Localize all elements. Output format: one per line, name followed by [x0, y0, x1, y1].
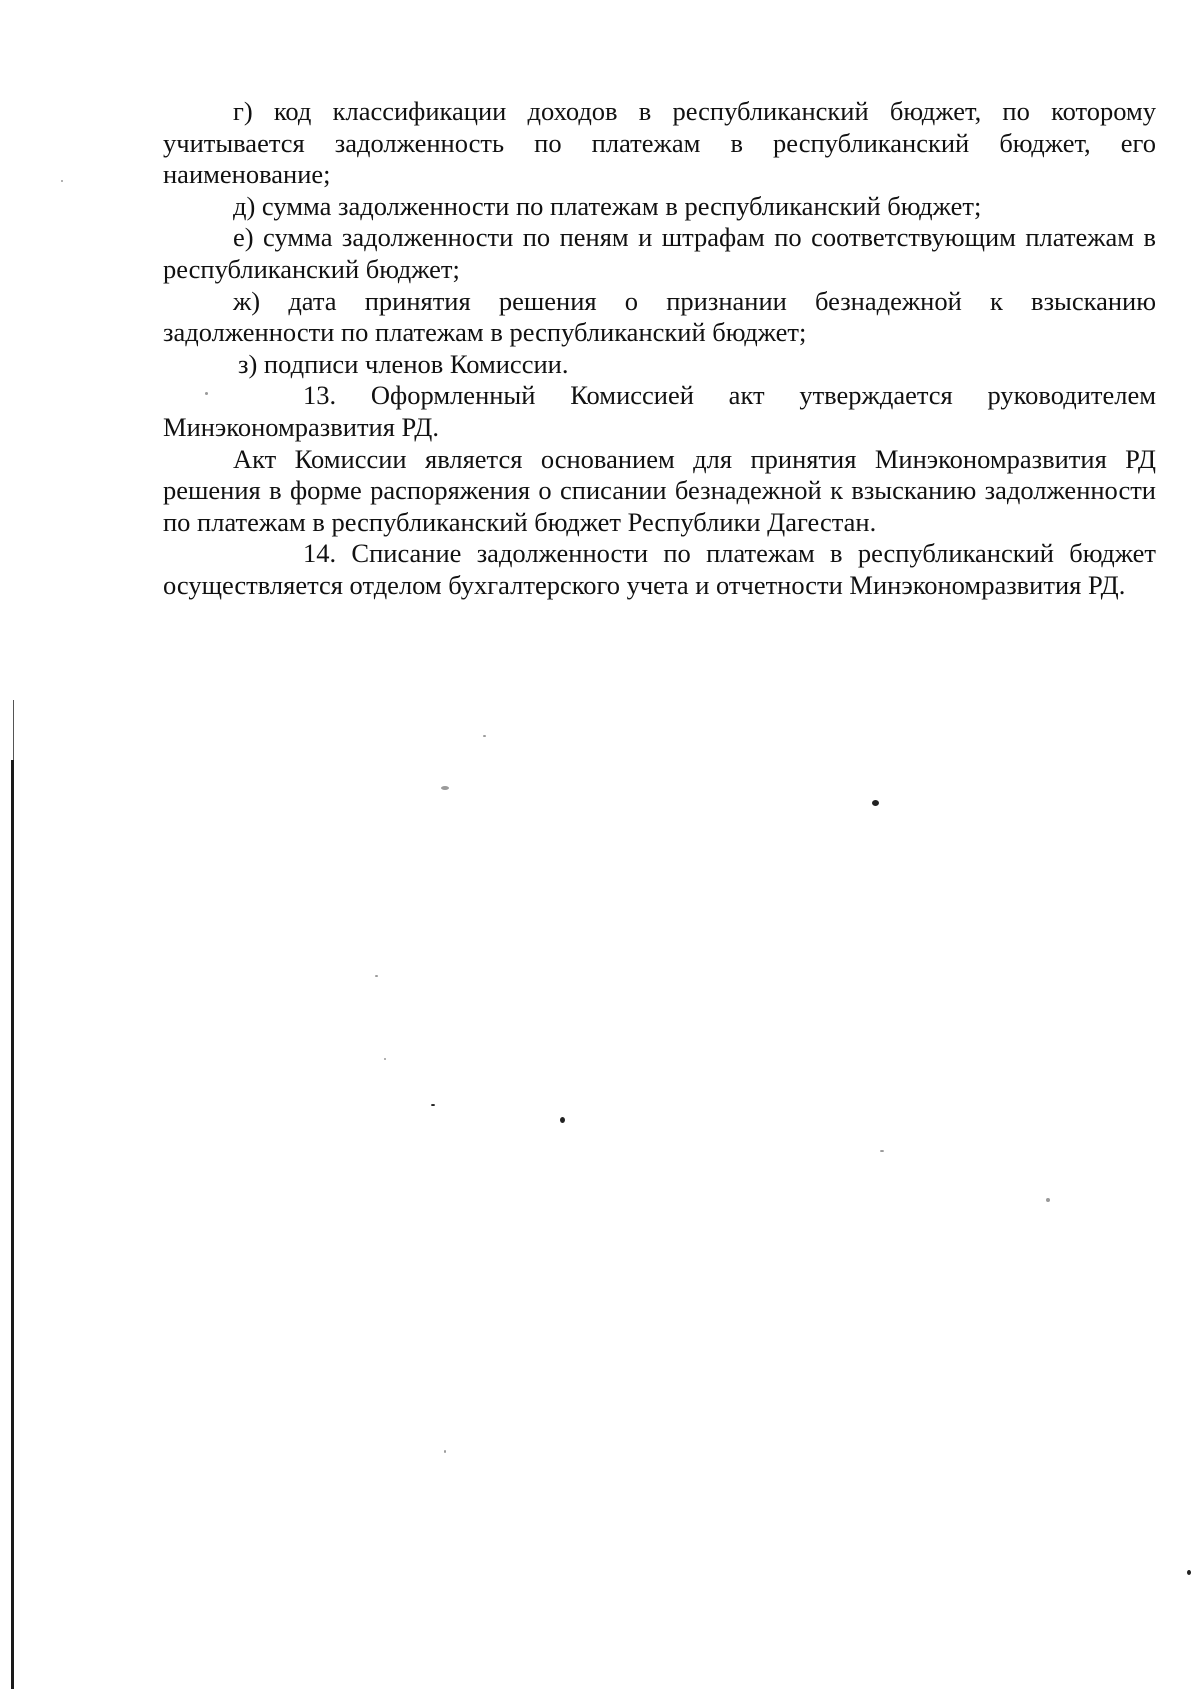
scan-speck	[441, 786, 449, 790]
paragraph-item-zh: ж) дата принятия решения о признании безнадежной к взысканию задолженности по платежам в республиканский бюджет;	[163, 285, 1156, 348]
paragraph-clause-13-act: Акт Комиссии является основанием для принятия Минэкономразвития РД решения в форме распоряжения о списании безнадежной к взысканию задолженности по платежам в республиканский бюджет Республики Дагестан.	[163, 443, 1156, 537]
clause-13-text: Оформленный Комиссией акт утверждается руководителем Минэкономразвития РД.	[163, 380, 1156, 442]
clause-14-number: 14.	[303, 538, 337, 569]
scan-speck	[444, 1450, 446, 1453]
scan-speck	[483, 735, 486, 737]
scan-speck	[872, 800, 879, 806]
scan-speck	[384, 1058, 386, 1060]
paragraph-clause-14	[163, 538, 1156, 601]
scan-edge-line-top	[13, 700, 14, 760]
scan-speck	[61, 180, 63, 182]
paragraph-item-g: г) код классификации доходов в республиканский бюджет, по которому учитывается задолженность по платежам в республиканский бюджет, его наименование;	[163, 96, 1156, 190]
scan-speck	[880, 1150, 884, 1152]
paragraph-clause-13	[163, 380, 1156, 443]
clause-14-text: Списание задолженности по платежам в республиканский бюджет осуществляется отделом бухгалтерского учета и отчетности Минэкономразвития РД.	[163, 538, 1156, 600]
scan-speck	[1187, 1570, 1191, 1575]
scan-speck	[1046, 1198, 1050, 1202]
scan-speck	[205, 392, 208, 395]
scan-speck	[375, 975, 378, 977]
paragraph-item-e: е) сумма задолженности по пеням и штрафам по соответствующим платежам в республиканский бюджет;	[163, 222, 1156, 284]
scan-speck	[431, 1104, 435, 1106]
clause-13-number: 13.	[303, 380, 337, 411]
scan-edge-line	[11, 760, 14, 1689]
paragraph-item-d: д) сумма задолженности по платежам в республиканский бюджет;	[233, 190, 982, 221]
document-body	[163, 96, 1156, 602]
scan-speck	[560, 1117, 565, 1123]
paragraph-item-z: з) подписи членов Комиссии.	[238, 348, 569, 379]
